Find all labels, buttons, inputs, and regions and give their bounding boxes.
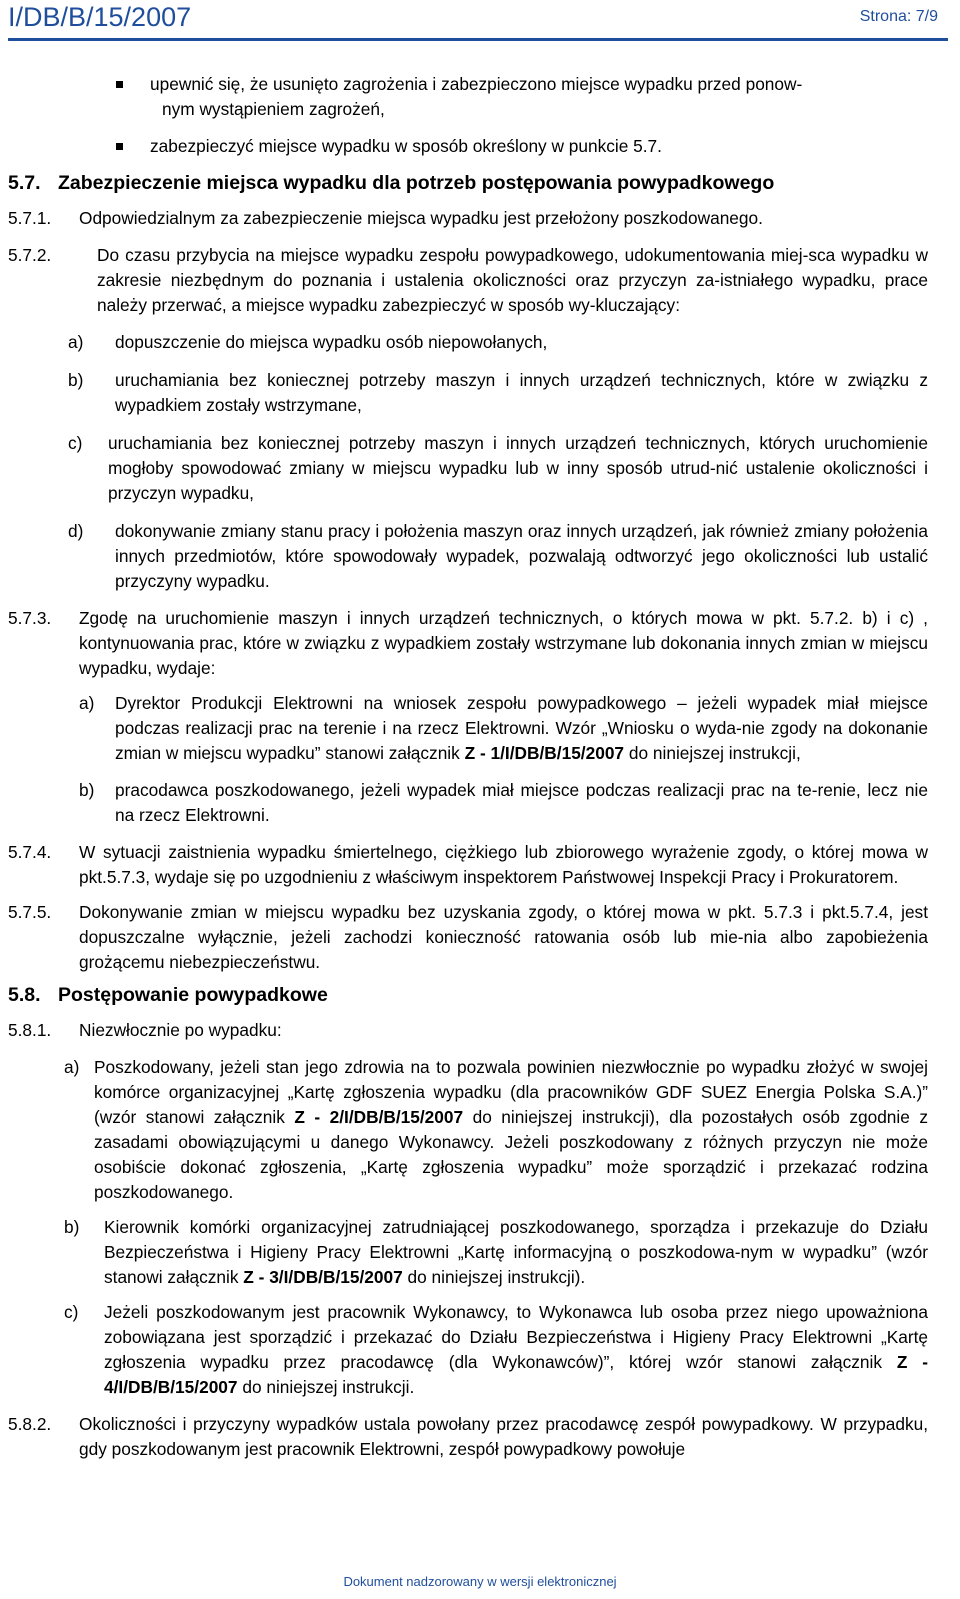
item-text: dokonywanie zmiany stanu pracy i położenia maszyn oraz innych urządzeń, jak również zmiany położenia innych przedmiotów, które spowodowały wypadek, pozwalają odtworzyć jego okoliczności lub ustalić przyczyny wypadku. xyxy=(115,521,928,591)
paragraph-text: Okoliczności i przyczyny wypadków ustala powołany przez pracodawcę zespół powypadkowy. W przypadku, gdy poszkodowanym jest pracownik Elektrowni, zespół powypadkowy powołuje xyxy=(79,1414,928,1459)
paragraph-number: 5.8.2. xyxy=(8,1414,52,1434)
list-item xyxy=(68,519,928,594)
list-item xyxy=(64,1055,928,1205)
item-text: uruchamiania bez koniecznej potrzeby maszyn i innych urządzeń technicznych, których uruchomienie mogłoby spowodować zmiany w miejscu wypadku lub w inny sposób utrud-nić ustalenie okoliczności i przyczyn wypadku, xyxy=(108,433,928,503)
attachment-ref: Z - 3/I/DB/B/15/2007 xyxy=(243,1267,403,1287)
document-id: I/DB/B/15/2007 xyxy=(8,2,192,32)
paragraph-text: Niezwłocznie po wypadku: xyxy=(79,1020,282,1040)
item-label: b) xyxy=(68,370,84,390)
paragraph-text: Do czasu przybycia na miejsce wypadku zespołu powypadkowego, udokumentowania miej-sca wypadku w zakresie niezbędnym do poznania i ustalenia okoliczności oraz przyczyn za-istniałego wypadku, prace należy przerwać, a miejsce wypadku zabezpieczyć w sposób wy-kluczający: xyxy=(97,245,928,315)
list-item xyxy=(79,691,928,766)
list-item xyxy=(68,330,928,355)
item-label: b) xyxy=(64,1217,80,1237)
bullet-line: upewnić się, że usunięto zagrożenia i zabezpieczono miejsce wypadku przed ponow- xyxy=(150,74,803,94)
paragraph-number: 5.7.1. xyxy=(8,208,52,228)
list-5-7-2 xyxy=(68,330,928,594)
list-5-8-1 xyxy=(64,1055,928,1400)
paragraph-number: 5.7.2. xyxy=(8,245,52,265)
section-heading-5-7 xyxy=(8,171,928,196)
item-label: c) xyxy=(64,1302,79,1322)
section-number: 5.8. xyxy=(8,984,41,1006)
item-text: Jeżeli poszkodowanym jest pracownik Wykonawcy, to Wykonawca lub osoba przez niego upoważniona zobowiązana jest sporządzić i przekazać do Działu Bezpieczeństwa i Higieny Pracy Elektrowni „Kartę zgłoszenia wypadku przez pracodawcę (dla Wykonawców)”, której wzór stanowi załącznik Z - 4/I/DB/B/15/2007 do niniejszej instrukcji. xyxy=(104,1302,928,1397)
paragraph-text: W sytuacji zaistnienia wypadku śmiertelnego, ciężkiego lub zbiorowego wyrażenie zgody, o której mowa w pkt.5.7.3, wydaje się po uzgodnieniu z właściwym inspektorem Państwowej Inspekcji Pracy i Prokuratorem. xyxy=(79,842,928,887)
list-item xyxy=(68,431,928,506)
attachment-ref: Z - 4/I/DB/B/15/2007 xyxy=(104,1352,928,1397)
item-text: dopuszczenie do miejsca wypadku osób niepowołanych, xyxy=(115,332,548,352)
paragraph-text: Zgodę na uruchomienie maszyn i innych urządzeń technicznych, o których mowa w pkt. 5.7.2. b) i c) , kontynuowania prac, które w związku z wypadkiem zostały wstrzymane lub dokonania innych zmian w miejscu wypadku, wydaje: xyxy=(79,608,928,678)
item-label: a) xyxy=(68,332,84,352)
square-bullet-icon xyxy=(116,81,123,88)
paragraph-number: 5.7.3. xyxy=(8,608,52,628)
item-label: b) xyxy=(79,780,95,800)
paragraph-5-8-1 xyxy=(8,1018,928,1043)
item-text: Dyrektor Produkcji Elektrowni na wniosek zespołu powypadkowego – jeżeli wypadek miał miejsce podczas realizacji prac na terenie i na rzecz Elektrowni. Wzór „Wniosku o wyda-nie zgody na dokonanie zmian w miejscu wypadku” stanowi załącznik Z - 1/I/DB/B/15/2007 do niniejszej instrukcji, xyxy=(115,693,928,763)
paragraph-5-7-4 xyxy=(8,840,928,890)
list-item xyxy=(116,134,928,159)
item-label: c) xyxy=(68,433,83,453)
attachment-ref: Z - 1/I/DB/B/15/2007 xyxy=(464,743,625,763)
bullet-line: zabezpieczyć miejsce wypadku w sposób określony w punkcie 5.7. xyxy=(150,136,662,156)
list-item xyxy=(79,778,928,828)
paragraph-5-8-2 xyxy=(8,1412,928,1462)
paragraph-text: Dokonywanie zmian w miejscu wypadku bez uzyskania zgody, o której mowa w pkt. 5.7.3 i pkt.5.7.4, jest dopuszczalne wyłącznie, jeżeli zachodzi konieczność ratowania osób lub mie-nia albo zapobieżenia grożącemu niebezpieczeństwu. xyxy=(79,902,928,972)
paragraph-number: 5.7.4. xyxy=(8,842,52,862)
section-heading-5-8 xyxy=(8,983,928,1008)
footer-note: Dokument nadzorowany w wersji elektronicznej xyxy=(343,1574,617,1589)
page-number: Strona: 7/9 xyxy=(859,8,938,25)
section-number: 5.7. xyxy=(8,172,41,194)
list-item xyxy=(64,1300,928,1400)
item-text: uruchamiania bez koniecznej potrzeby maszyn i innych urządzeń technicznych, które w związku z wypadkiem zostały wstrzymane, xyxy=(115,370,928,415)
bullet-line: nym wystąpieniem zagrożeń, xyxy=(162,99,385,119)
square-bullet-icon xyxy=(116,143,123,150)
item-label: d) xyxy=(68,521,84,541)
item-text: pracodawca poszkodowanego, jeżeli wypadek miał miejsce podczas realizacji prac na te-renie, lecz nie na rzecz Elektrowni. xyxy=(115,780,928,825)
list-item xyxy=(116,72,928,122)
document-body xyxy=(8,72,928,1462)
list-item xyxy=(64,1215,928,1290)
paragraph-number: 5.7.5. xyxy=(8,902,52,922)
section-title: Postępowanie powypadkowe xyxy=(58,984,328,1006)
paragraph-text: Odpowiedzialnym za zabezpieczenie miejsca wypadku jest przełożony poszkodowanego. xyxy=(79,208,763,228)
item-text: Kierownik komórki organizacyjnej zatrudniającej poszkodowanego, sporządza i przekazuje do Działu Bezpieczeństwa i Higieny Pracy Elektrowni „Kartę informacyjną o poszkodowa-nym w wypadku” (wzór stanowi załącznik Z - 3/I/DB/B/15/2007 do niniejszej instrukcji). xyxy=(104,1217,928,1287)
attachment-ref: Z - 2/I/DB/B/15/2007 xyxy=(294,1107,464,1127)
item-text: Poszkodowany, jeżeli stan jego zdrowia na to pozwala powinien niezwłocznie po wypadku złożyć w swojej komórce organizacyjnej „Kartę zgłoszenia wypadku (dla pracowników GDF SUEZ Energia Polska S.A.)” (wzór stanowi załącznik Z - 2/I/DB/B/15/2007 do niniejszej instrukcji), dla pozostałych osób zgodnie z zasadami obowiązującymi u danego Wykonawcy. Jeżeli poszkodowany z różnych przyczyn nie może osobiście dokonać zgłoszenia, „Kartę zgłoszenia wypadku” może sporządzić i przekazać rodzina poszkodowanego. xyxy=(94,1057,928,1202)
paragraph-5-7-1 xyxy=(8,206,928,231)
paragraph-5-7-3 xyxy=(8,606,928,681)
paragraph-5-7-2 xyxy=(8,243,928,318)
paragraph-5-7-5 xyxy=(8,900,928,975)
list-item xyxy=(68,368,928,418)
paragraph-number: 5.8.1. xyxy=(8,1020,52,1040)
bullet-list xyxy=(116,72,928,159)
item-label: a) xyxy=(79,693,95,713)
header-divider xyxy=(8,38,948,41)
list-5-7-3 xyxy=(79,691,928,828)
item-label: a) xyxy=(64,1057,80,1077)
section-title: Zabezpieczenie miejsca wypadku dla potrzeb postępowania powypadkowego xyxy=(58,172,775,194)
